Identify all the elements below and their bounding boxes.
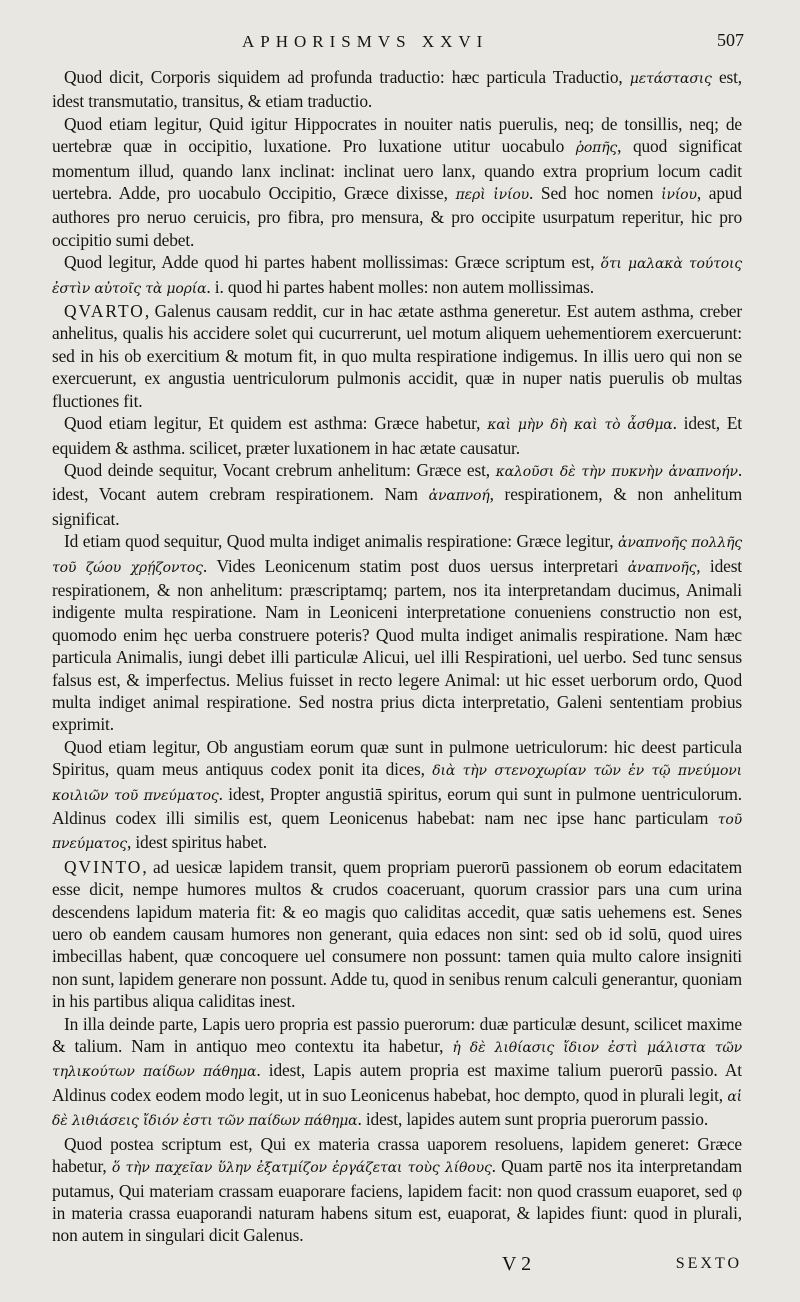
paragraph	[52, 459, 742, 530]
greek-quote: ἰνίου	[661, 187, 697, 204]
greek-quote: ἀναπνοή	[428, 488, 490, 505]
latin-text: . Vides Leonicenum statim post duos uersus interpretari	[202, 555, 628, 576]
section-marker: QVINTO	[64, 856, 143, 877]
paragraph	[52, 66, 742, 113]
latin-text: Quod deinde sequitur, Vocant crebrum anhelitum: Græce est,	[64, 459, 496, 480]
latin-text: , Galenus causam reddit, cur in hac ætate asthma generetur. Est autem asthma, creber anhelitus, qualis his accidere solet qui cucurrerunt, uel motum aliquem uehementiorem exercuerunt: sed in his ob exercitium & motum fit, in quo multa respiratione indigemus. In illis uero qui non se exercuerunt, ex angustia uentriculorum pulmonis accidit, quæ in nuper natis puerulis ob multas fluctiones fit.	[52, 301, 742, 411]
paragraph	[52, 1133, 742, 1247]
latin-text: , quod significat momentum illud, quando lanx inclinat: inclinat uero lanx, quando extra proprium locum cadit uertebra. Adde, pro uocabulo Occipitio, Græce dixisse,	[52, 136, 742, 204]
latin-text: . i. quod hi partes habent molles: non autem mollissimas.	[206, 276, 594, 297]
catchword: SEXTO	[675, 1254, 742, 1272]
greek-quote: ῥοπῆς	[575, 140, 618, 157]
latin-text: Quod etiam legitur, Et quidem est asthma: Græce habetur,	[64, 413, 488, 434]
paragraph	[52, 530, 742, 736]
latin-text: , idest respirationem, & non anhelitum: præscriptamq; partem, nos ita interpretandam ducimus, Animali indigente multa respiratione. Nam in Leoniceni interpretatione conueniens constructio non est, quomodo enim hęc uerba construere poteris? Quod multa indiget animalis respiratione. Nam hæc particula Animalis, iungi debet illi particulæ Alicui, uel illi Respirationi, uel uerbo. Sed tunc sensus falsus est, & imperfectus. Melius fuisset in recto legere Animal: ut hic esset uerborum ordo, Quod multa indiget animal respiratione. Sed nostra prius dicta interpretatio, Galeni sententiam probius exprimit.	[52, 555, 742, 735]
latin-text: Quod etiam legitur, Ob angustiam eorum quæ sunt in pulmone uetriculorum: hic deest particula Spiritus, quam meus antiquus codex ponit ita dices,	[52, 736, 742, 780]
latin-text: . Sed hoc nomen	[528, 183, 662, 204]
latin-text: Quod etiam legitur, Quid igitur Hippocrates in nouiter natis puerulis, neq; de tonsillis, neq; de uertebræ quæ in occipitio, luxatione. Pro luxatione utitur uocabulo	[52, 113, 742, 157]
latin-text: Quod dicit, Corporis siquidem ad profunda traductio: hæc particula Traductio,	[64, 67, 630, 87]
paragraph	[52, 300, 742, 412]
latin-text: , apud authores pro neruo ceruicis, pro fibra, pro mensura, & pro occipite usurpatum reperitur, hic pro occipitio sumi debet.	[52, 183, 742, 250]
paragraph	[52, 412, 742, 459]
greek-quote: ὅ τὴν παχεῖαν ὕλην ἐξατμίζον ἐργάζεται τοὺς λίθους	[111, 1160, 492, 1177]
latin-text: Quod legitur, Adde quod hi partes habent mollissimas: Græce scriptum est,	[64, 252, 601, 273]
paragraph	[52, 736, 742, 856]
latin-text: . idest, lapides autem sunt propria puerorum passio.	[357, 1109, 709, 1130]
latin-text: . idest, Lapis autem propria est maxime talium puerorū passio. At Aldinus codex eodem modo legit, ut in suo Leonicenus habebat, hoc dempto, quod in plurali legit,	[52, 1060, 742, 1105]
greek-quote: καλοῦσι δὲ τὴν πυκνὴν ἀναπνοήν	[495, 463, 738, 480]
greek-quote: τοῦ πνεύματος	[52, 812, 742, 853]
greek-quote: αἱ δὲ λιθιάσεις ἴδιόν ἐστι τῶν παίδων πάθημα	[52, 1088, 742, 1130]
greek-quote: ἀναπνοῆς πολλῆς τοῦ ζώου χρῄζοντος	[52, 535, 743, 576]
latin-text: , idest spiritus habet.	[126, 832, 267, 853]
latin-text: , ad uesicæ lapidem transit, quem propriam puerorū passionem ob eorum edacitatem esse dicit, nempe humores multos & crudos coaceruant, quorum crassior pars una cum urina descendens lapidum materia fit: & eo magis quo caliditas accedit, quæ satis uehemens est. Senes uero ob eandem causam humores non generant, quia edaces non sint: sed ob id solū, quod uires imbecillas habent, quæ concoquere uel consumere non possunt: tamen quia multo calore insigniti non sunt, lapidem generare non possunt. Adde tu, quod in senibus renum calculi generantur, quoniam in his partibus aliqua caliditas inest.	[52, 856, 742, 1012]
latin-text: Quod postea scriptum est, Qui ex materia crassa uaporem resoluens, lapidem generet: Græce habetur,	[52, 1133, 742, 1177]
latin-text: est, idest transmutatio, transitus, & etiam traductio.	[52, 67, 743, 112]
paragraph	[52, 113, 742, 251]
latin-text: , respirationem, & non anhelitum significat.	[52, 484, 742, 529]
greek-quote: ἡ δὲ λιθίασις ἴδιον ἐστὶ μάλιστα τῶν τηλικούτων παίδων πάθημα	[52, 1040, 743, 1081]
greek-quote: ὅτι μαλακὰ τούτοις ἐστὶν αὐτοῖς τὰ μορία	[52, 256, 743, 297]
latin-text: In illa deinde parte, Lapis uero propria est passio puerorum: duæ particulæ desunt, scilicet maxime & talium. Nam in antiquo meo contextu ita habetur,	[52, 1013, 742, 1057]
page-footer	[52, 1253, 742, 1293]
latin-text: . Quam partē nos ita interpretandam putamus, Qui materiam crassam euaporare faciens, lapidem facit: non quod crassum euaporet, sed φ in materia crassa euaporandi naturam habens situm est, euaporat, & lapides fiunt: quod in plurali, non autem in singulari dicit Galenus.	[52, 1156, 742, 1246]
latin-text: . idest, Et equidem & asthma. scilicet, præter luxationem in hac ætate causatur.	[52, 413, 742, 458]
signature-mark: V 2	[502, 1252, 532, 1275]
page-number: 507	[717, 30, 744, 50]
latin-text: . idest, Vocant autem crebram respirationem. Nam	[52, 459, 743, 505]
greek-quote: ἀναπνοῆς	[627, 559, 697, 576]
greek-quote: περὶ ἰνίου	[455, 187, 529, 204]
section-marker: QVARTO	[64, 301, 145, 322]
paragraph	[52, 251, 742, 300]
greek-quote: διὰ τὴν στενοχωρίαν τῶν ἐν τῷ πνεύμονι κοιλιῶν τοῦ πνεύματος	[52, 763, 742, 804]
paragraph	[52, 856, 742, 1013]
page-header	[52, 26, 742, 66]
body-text	[52, 66, 742, 1247]
greek-quote: καὶ μὴν δὴ καὶ τὸ ἆσθμα	[487, 417, 673, 434]
paragraph	[52, 1013, 742, 1133]
latin-text: Id etiam quod sequitur, Quod multa indiget animalis respiratione: Græce legitur,	[64, 531, 619, 552]
greek-quote: μετάστασις	[629, 71, 712, 87]
latin-text: . idest, Propter angustiā spiritus, eorum qui sunt in pulmone uentriculorum. Aldinus codex illi similis est, quem Leonicenus habebat: nam nec ipse hanc particulam	[52, 783, 742, 828]
running-head: APHORISMVS XXVI	[242, 32, 489, 51]
